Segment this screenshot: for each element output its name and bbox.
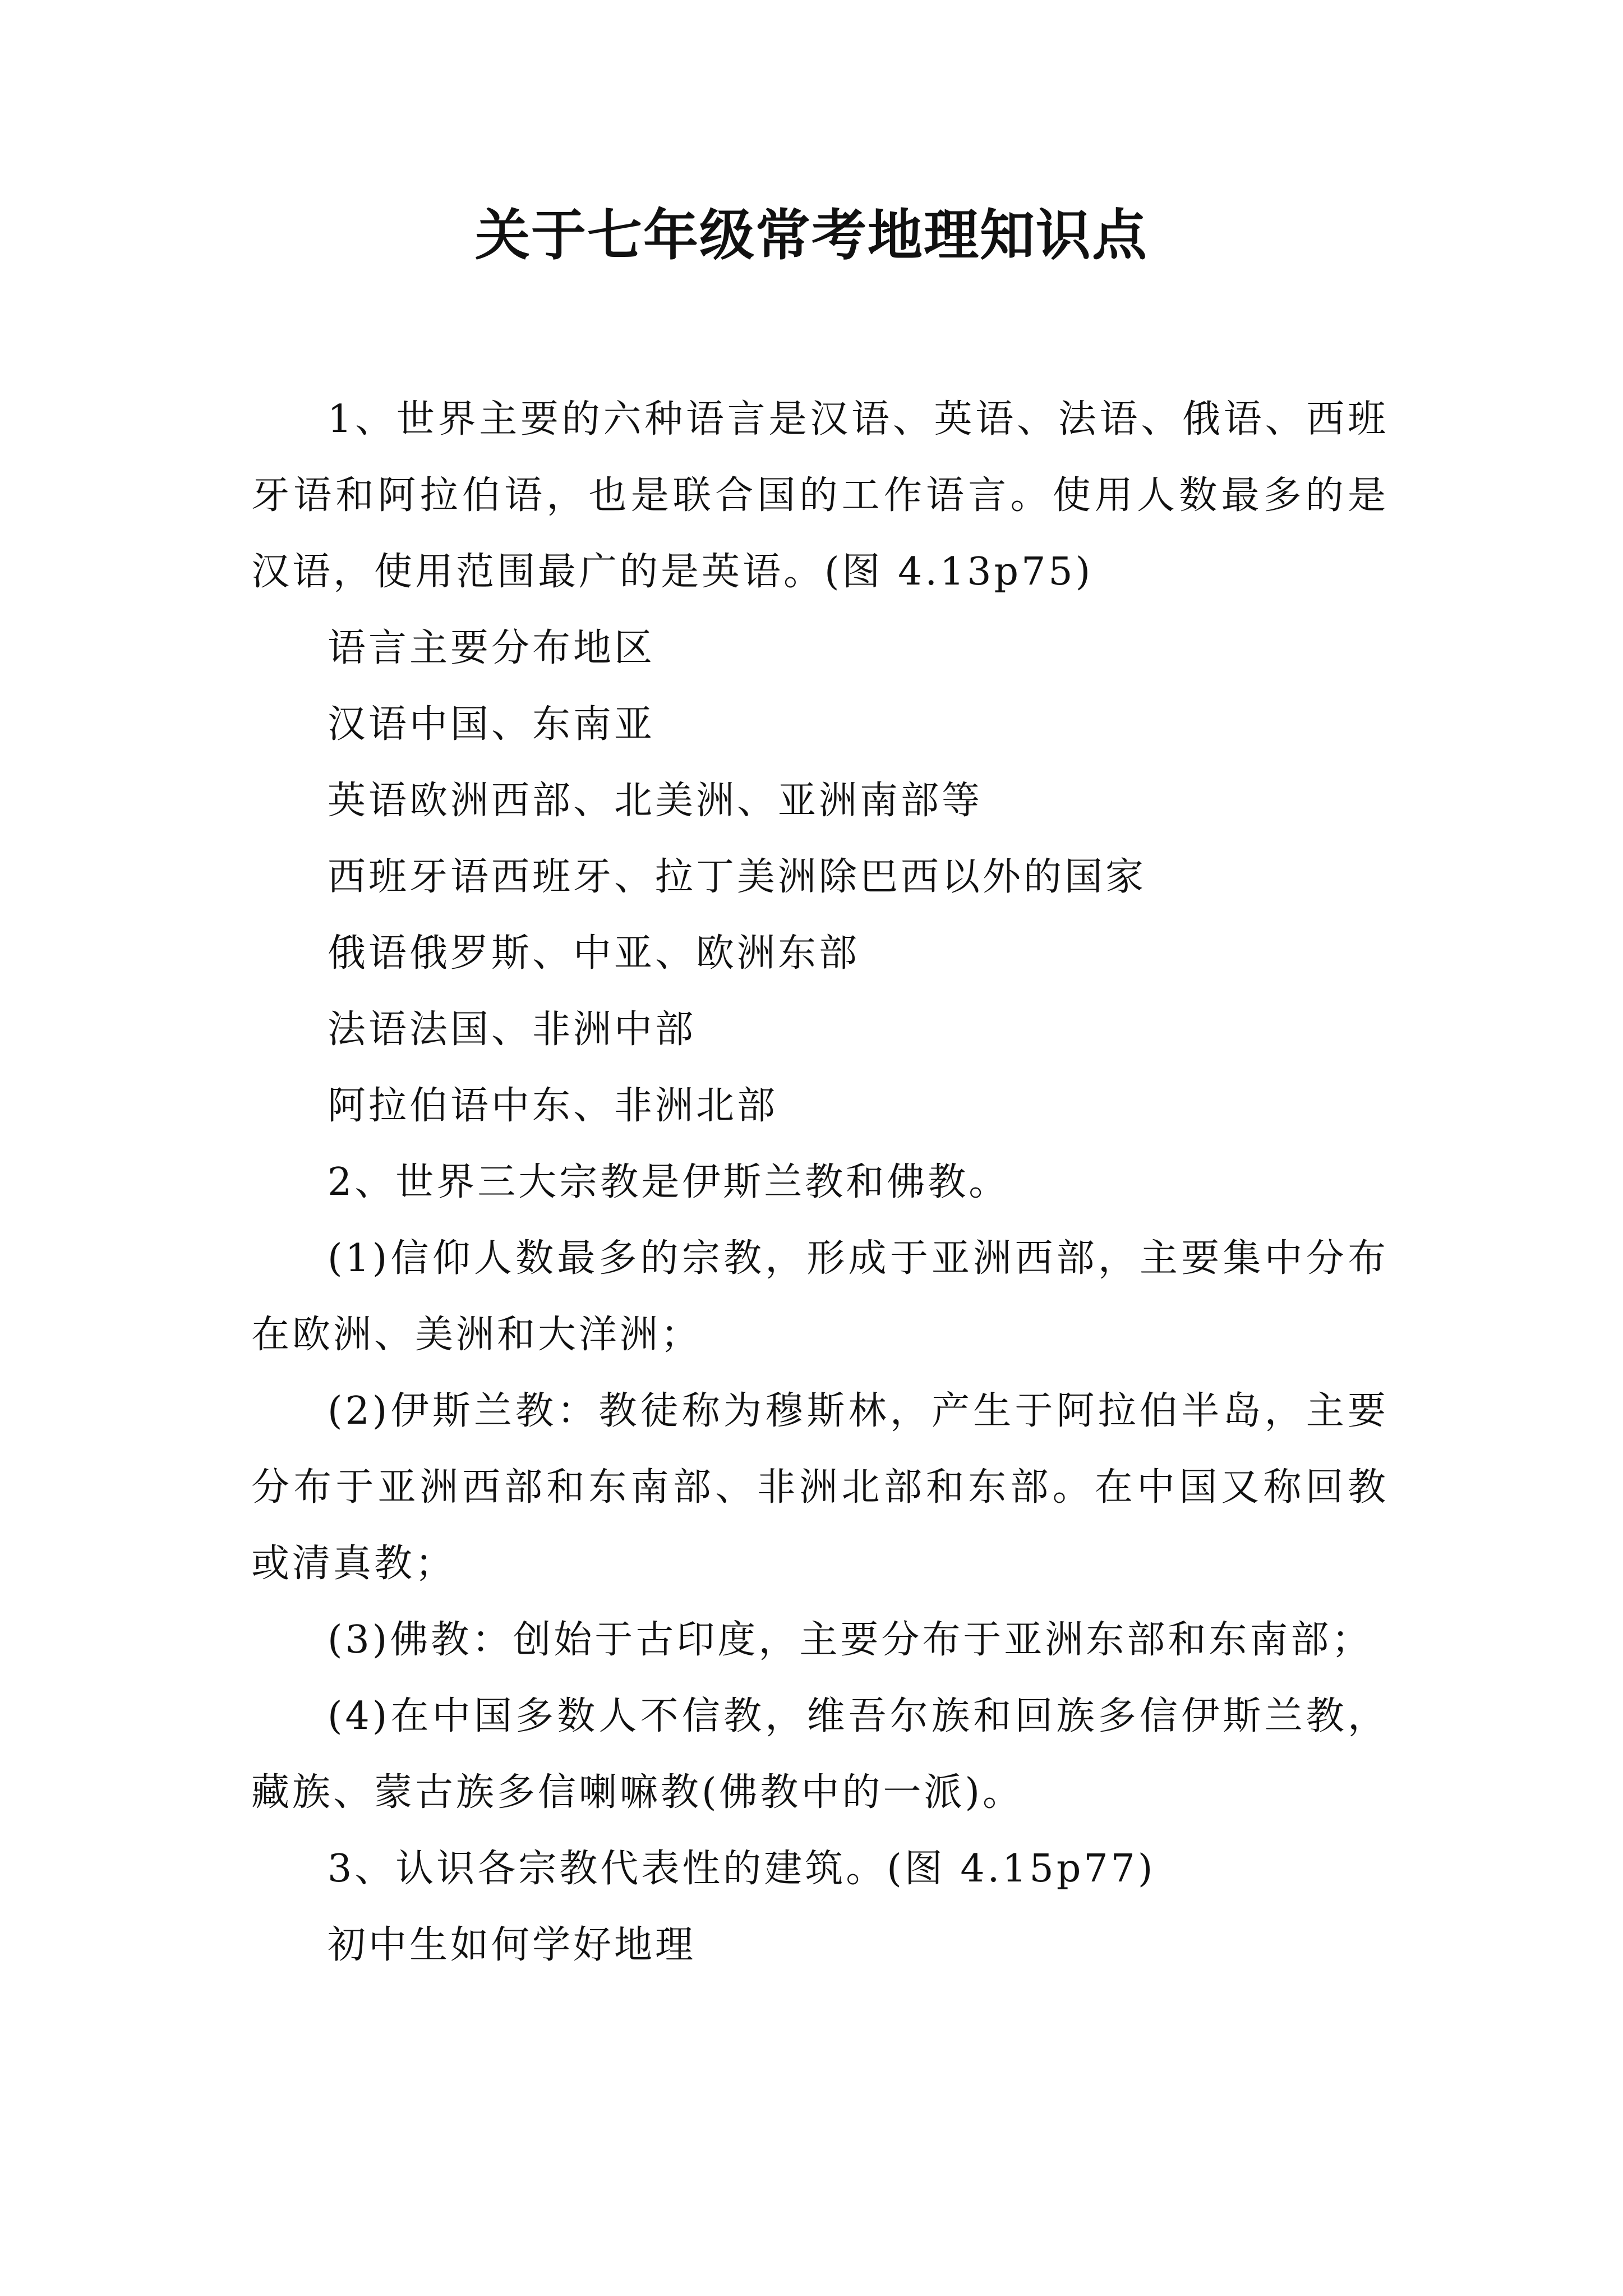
paragraph-religion-item-1: (1)信仰人数最多的宗教，形成于亚洲西部，主要集中分布在欧洲、美洲和大洋洲； bbox=[251, 1236, 1389, 1357]
paragraph-religion-item-4: (4)在中国多数人不信教，维吾尔族和回族多信伊斯兰教，藏族、蒙古族多信喇嘛教(佛教中的一派)。 bbox=[251, 1694, 1389, 1815]
paragraph-arabic-distribution: 阿拉伯语中东、非洲北部 bbox=[328, 1084, 778, 1128]
paragraph-english-distribution: 英语欧洲西部、北美洲、亚洲南部等 bbox=[328, 779, 983, 823]
paragraph-languages-intro: 1、世界主要的六种语言是汉语、英语、法语、俄语、西班牙语和阿拉伯语，也是联合国的工作语言。使用人数最多的是汉语，使用范围最广的是英语。(图 4.13p75) bbox=[251, 397, 1389, 594]
document-title: 关于七年级常考地理知识点 bbox=[474, 204, 1148, 268]
document-body bbox=[251, 381, 1389, 1984]
paragraph-religious-buildings: 3、认识各宗教代表性的建筑。(图 4.15p77) bbox=[328, 1847, 1156, 1891]
paragraph-religions-intro: 2、世界三大宗教是伊斯兰教和佛教。 bbox=[328, 1160, 1010, 1204]
paragraph-religion-item-3: (3)佛教：创始于古印度，主要分布于亚洲东部和东南部； bbox=[328, 1618, 1373, 1662]
paragraph-language-distribution-heading: 语言主要分布地区 bbox=[328, 626, 656, 670]
paragraph-chinese-distribution: 汉语中国、东南亚 bbox=[328, 702, 656, 747]
paragraph-french-distribution: 法语法国、非洲中部 bbox=[328, 1007, 697, 1052]
paragraph-religion-item-2: (2)伊斯兰教：教徒称为穆斯林，产生于阿拉伯半岛，主要分布于亚洲西部和东南部、非洲北部和东部。在中国又称回教或清真教； bbox=[251, 1389, 1389, 1586]
paragraph-russian-distribution: 俄语俄罗斯、中亚、欧洲东部 bbox=[328, 931, 860, 976]
paragraph-spanish-distribution: 西班牙语西班牙、拉丁美洲除巴西以外的国家 bbox=[328, 855, 1147, 899]
paragraph-study-heading: 初中生如何学好地理 bbox=[328, 1923, 697, 1967]
